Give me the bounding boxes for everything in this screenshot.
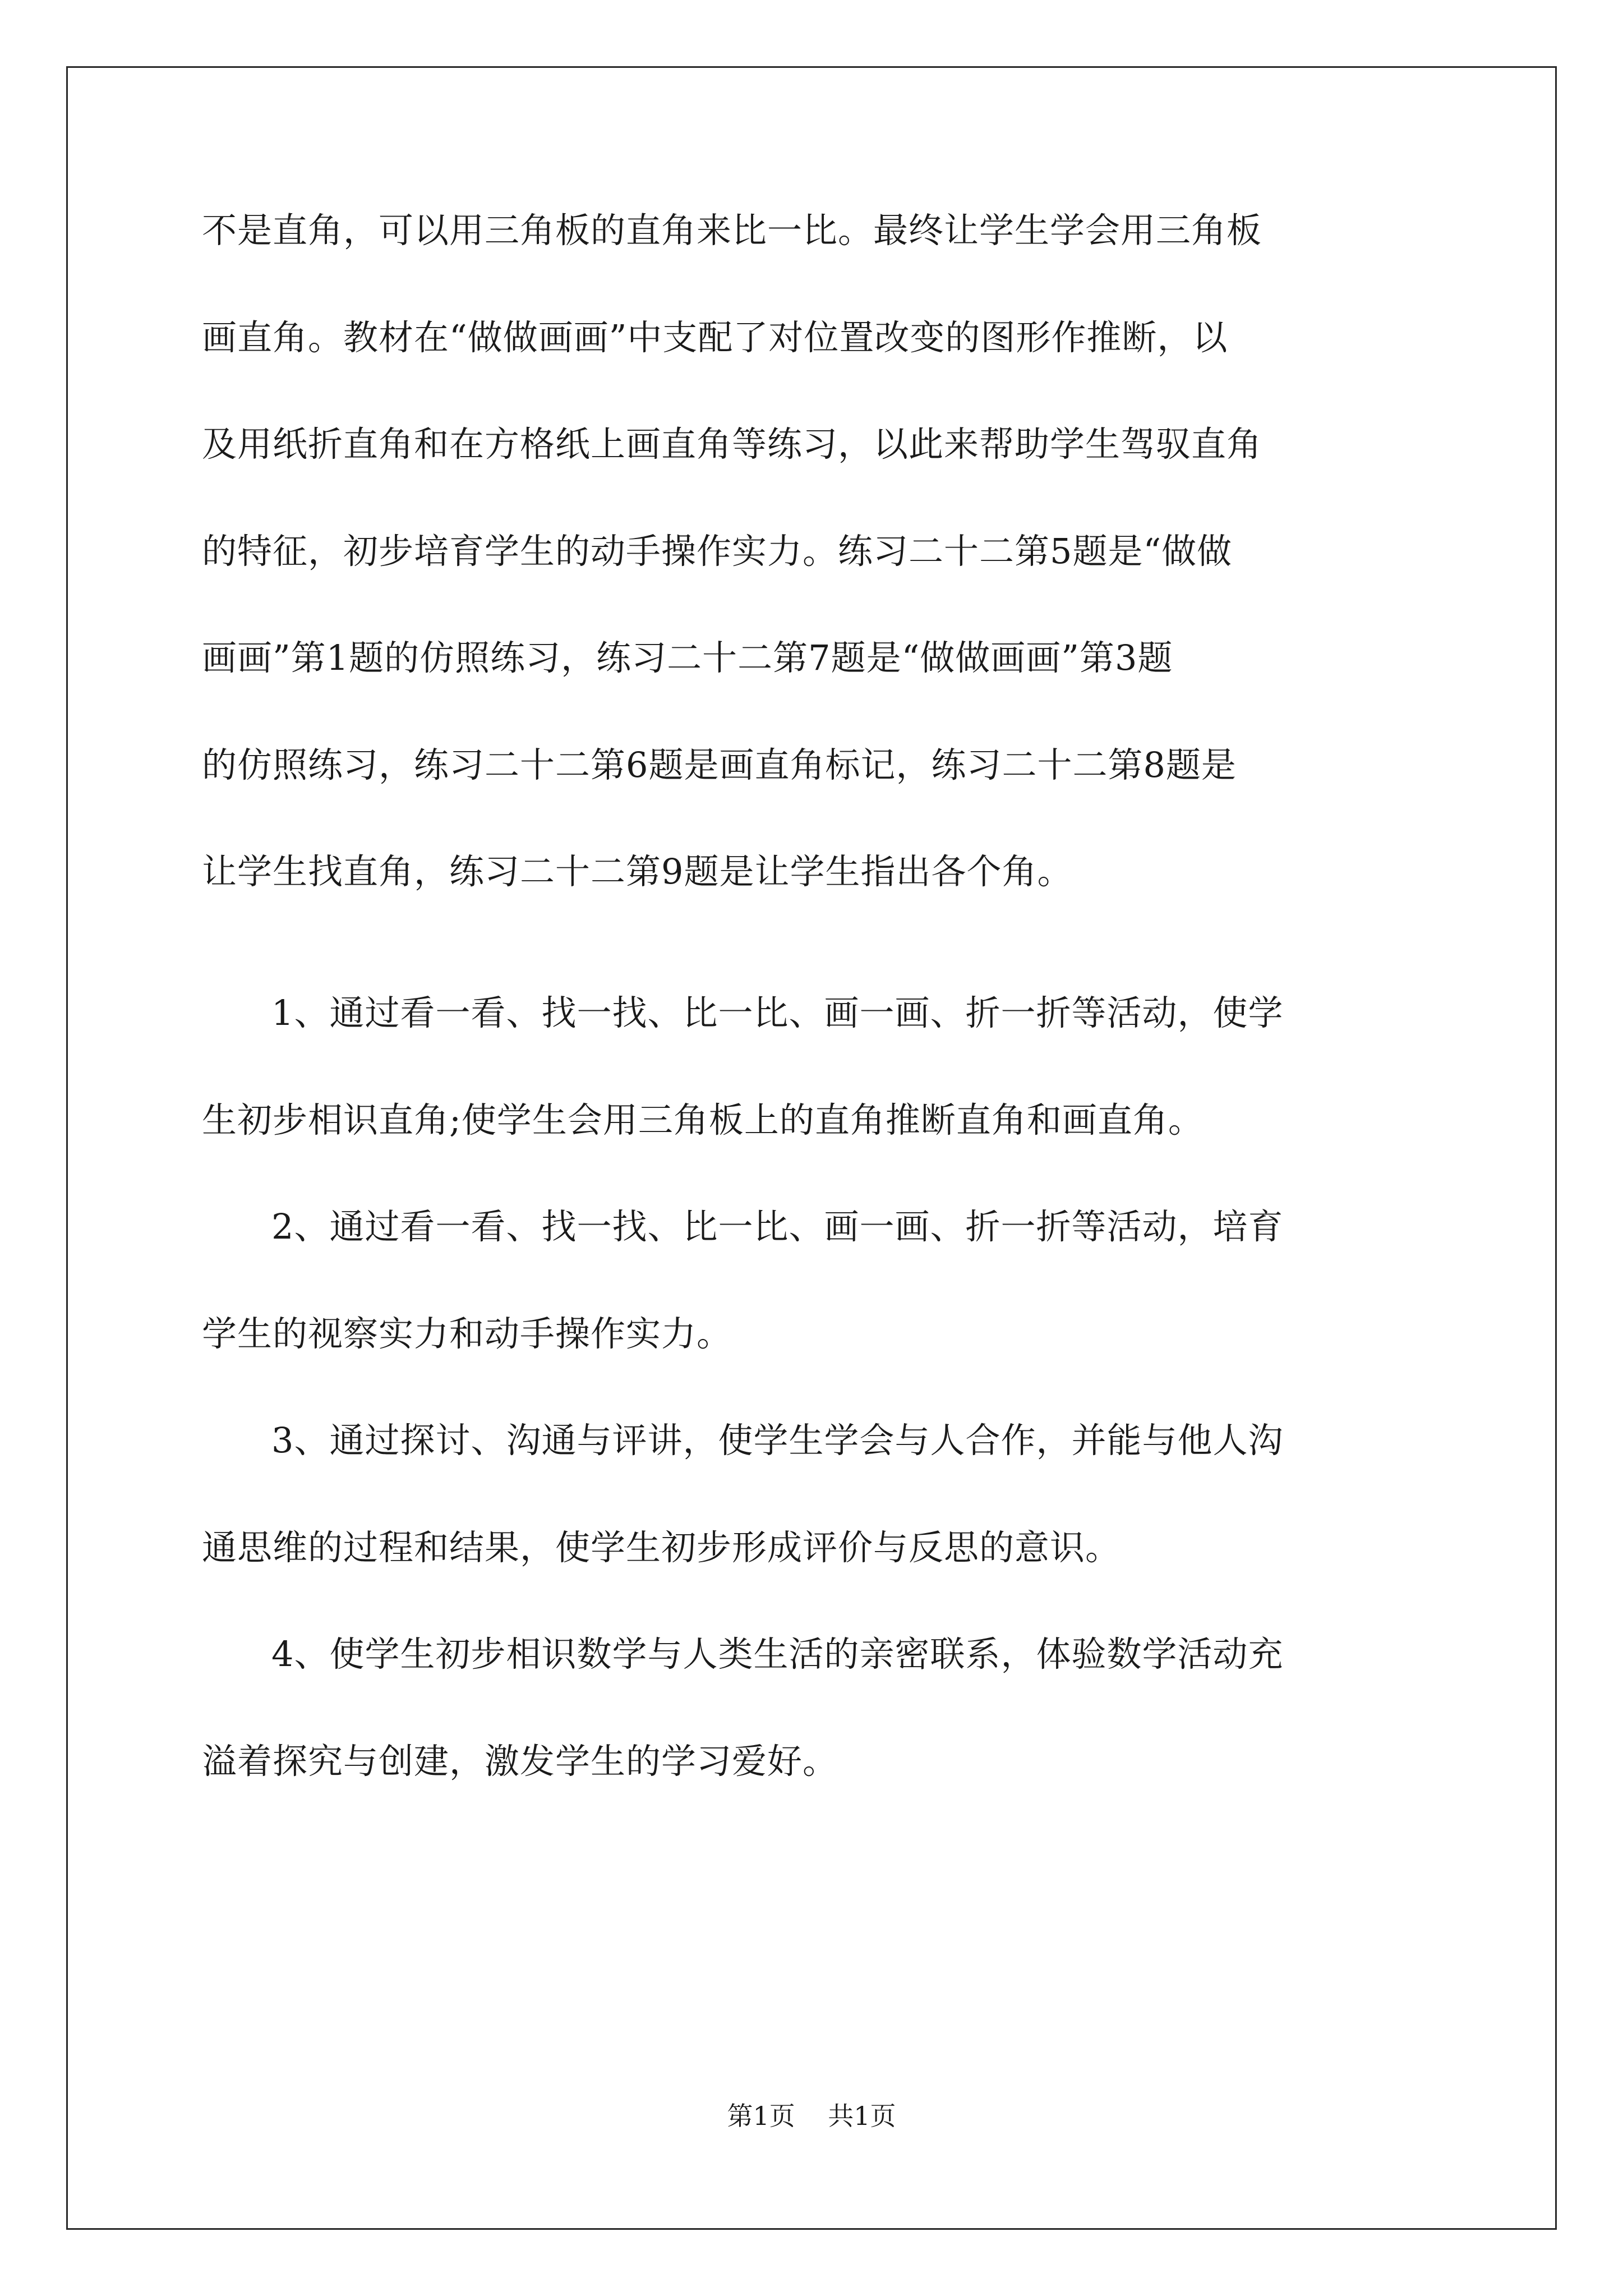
objective-line: 2、通过看一看、找一找、比一比、画一画、折一折等活动，培育 bbox=[271, 1206, 1284, 1247]
page-footer bbox=[0, 2103, 1623, 2129]
objective-line: 通思维的过程和结果，使学生初步形成评价与反思的意识。 bbox=[202, 1526, 1121, 1568]
objective-line: 学生的视察实力和动手操作实力。 bbox=[202, 1313, 732, 1354]
page-number: 第1页 bbox=[727, 2101, 795, 2131]
document-body bbox=[202, 210, 1424, 1851]
objective-item bbox=[202, 1634, 1424, 1782]
objective-line: 4、使学生初步相识数学与人类生活的亲密联系，体验数学活动充 bbox=[271, 1634, 1284, 1674]
paragraph-line: 的特征，初步培育学生的动手操作实力。练习二十二第5题是“做做 bbox=[202, 530, 1233, 572]
paragraph-line: 画直角。教材在“做做画画”中支配了对位置改变的图形作推断，以 bbox=[202, 316, 1228, 358]
objective-line: 3、通过探讨、沟通与评讲，使学生学会与人合作，并能与他人沟 bbox=[271, 1420, 1284, 1461]
intro-paragraph bbox=[202, 210, 1424, 892]
objective-line: 溢着探究与创建，激发学生的学习爱好。 bbox=[202, 1740, 838, 1782]
objective-item bbox=[202, 1420, 1424, 1568]
objective-item bbox=[202, 1206, 1424, 1354]
page-total: 共1页 bbox=[828, 2101, 896, 2131]
objectives-list bbox=[202, 992, 1424, 1782]
objective-line: 1、通过看一看、找一找、比一比、画一画、折一折等活动，使学 bbox=[271, 992, 1284, 1033]
paragraph-line: 画画”第1题的仿照练习，练习二十二第7题是“做做画画”第3题 bbox=[202, 637, 1173, 678]
paragraph-line: 及用纸折直角和在方格纸上画直角等练习，以此来帮助学生驾驭直角 bbox=[202, 424, 1262, 464]
paragraph-line: 不是直角，可以用三角板的直角来比一比。最终让学生学会用三角板 bbox=[202, 210, 1262, 251]
objective-line: 生初步相识直角;使学生会用三角板上的直角推断直角和画直角。 bbox=[202, 1099, 1204, 1140]
paragraph-line: 让学生找直角，练习二十二第9题是让学生指出各个角。 bbox=[202, 851, 1073, 892]
objective-item bbox=[202, 992, 1424, 1140]
paragraph-line: 的仿照练习，练习二十二第6题是画直角标记，练习二十二第8题是 bbox=[202, 744, 1237, 785]
